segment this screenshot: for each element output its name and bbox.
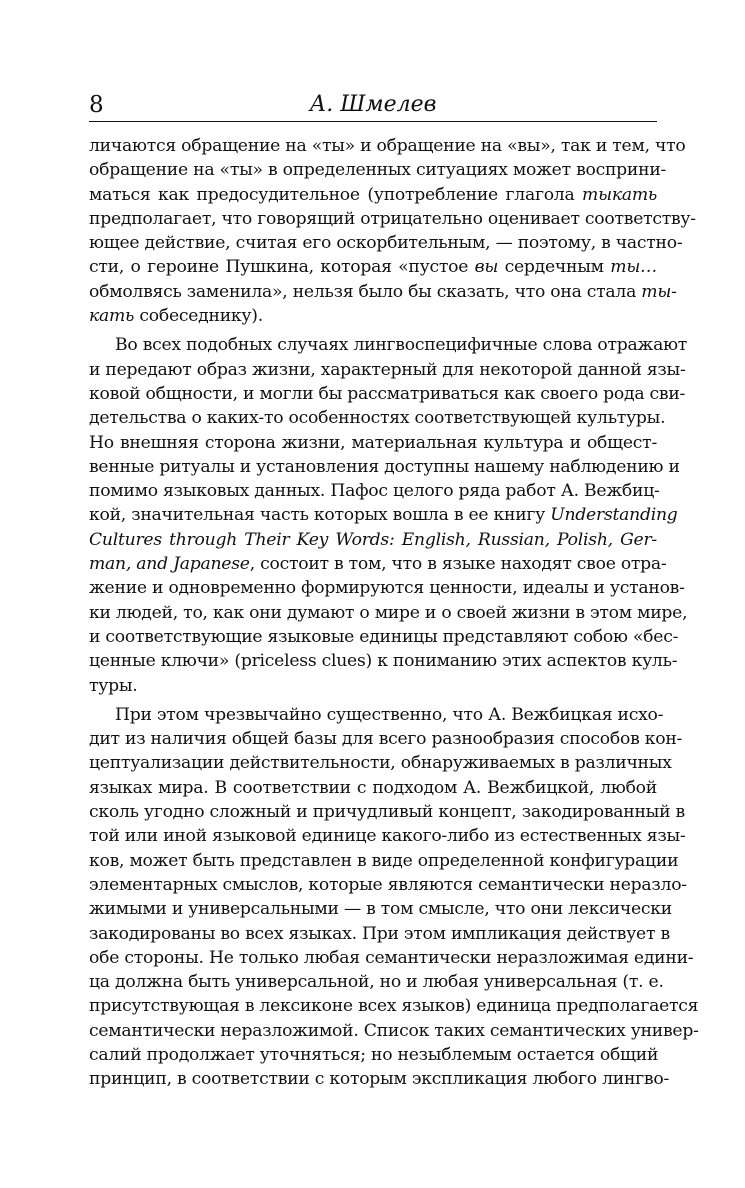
text-line (89, 922, 670, 946)
text-segment: маться как предосудительное (употребление глагола (89, 184, 583, 205)
text-segment: цептуализации действительности, обнаруживаемых в различных (89, 753, 672, 774)
text-segment: семантически неразложимой. Список таких семантических универ- (89, 1020, 699, 1041)
text-line (89, 528, 657, 552)
paragraph-2 (89, 333, 688, 697)
text-line (89, 970, 664, 994)
text-line (89, 382, 686, 406)
italic-text: вы (474, 257, 499, 278)
text-segment: помимо языковых данных. Пафос целого ряда работ А. Вежбиц- (89, 481, 660, 502)
text-line (89, 727, 683, 751)
text-line (89, 800, 685, 824)
text-line (89, 304, 657, 328)
text-line (89, 231, 683, 255)
text-segment: салий продолжает уточняться; но незыблемым остается общий (89, 1044, 659, 1065)
text-line (89, 406, 666, 430)
text-line (89, 207, 696, 231)
text-line (89, 503, 678, 527)
page-number: 8 (89, 92, 104, 118)
text-segment: обе стороны. Не только любая семантически неразложимая едини- (89, 947, 694, 968)
text-line (89, 1019, 699, 1043)
text-segment: детельства о каких-то особенностях соответствующей культуры. (89, 408, 666, 429)
italic-text: тыкать (582, 184, 657, 205)
text-segment: , состоит в том, что в языке находят свое отра- (249, 554, 667, 575)
italic-text: Understanding (550, 505, 678, 526)
text-segment: языках мира. В соответствии с подходом А. Вежбицкой, любой (89, 777, 657, 798)
text-line (89, 873, 687, 897)
paragraph-3 (89, 703, 699, 1092)
text-line (89, 552, 667, 576)
text-line (89, 674, 657, 698)
text-segment: кой, значительная часть которых вошла в ее книгу (89, 505, 551, 526)
text-line (89, 280, 677, 304)
text-line (89, 183, 657, 207)
text-segment: ки людей, то, как они думают о мире и о своей жизни в этом мире, (89, 602, 688, 623)
text-segment: и передают образ жизни, характерный для некоторой данной язы- (89, 359, 686, 380)
text-segment: обращение на «ты» в определенных ситуациях может восприни- (89, 160, 667, 181)
text-line (89, 601, 688, 625)
text-segment: обмолвясь заменила», нельзя было бы сказать, что она стала (89, 281, 642, 302)
text-line (89, 431, 657, 455)
text-line (89, 824, 686, 848)
text-segment: венные ритуалы и установления доступны нашему наблюдению и (89, 456, 680, 477)
text-segment: той или иной языковой единице какого-либо из естественных язы- (89, 826, 686, 847)
text-segment: ца должна быть универсальной, но и любая универсальная (т. е. (89, 972, 664, 993)
running-head: А. Шмелев (309, 92, 437, 117)
text-line (89, 776, 657, 800)
text-segment: сколь угодно сложный и причудливый концепт, закодированный в (89, 802, 685, 823)
text-line (89, 897, 672, 921)
text-line (89, 479, 660, 503)
text-segment: Во всех подобных случаях лингвоспецифичные слова отражают (115, 335, 688, 356)
text-segment: Но внешняя сторона жизни, материальная культура и общест- (89, 432, 657, 453)
text-segment: ющее действие, считая его оскорбительным, — поэтому, в частно- (89, 233, 683, 254)
text-segment: предполагает, что говорящий отрицательно оценивает соответству- (89, 208, 696, 229)
italic-text: man, and Japanese (89, 554, 250, 575)
text-segment: присутствующая в лексиконе всех языков) единица предполагается (89, 996, 699, 1017)
italic-text: кать (89, 306, 135, 327)
text-line (89, 576, 685, 600)
text-segment: сердечным (498, 257, 611, 278)
text-segment: При этом чрезвычайно существенно, что А. Вежбицкая исхо- (115, 704, 664, 725)
text-segment: элементарных смыслов, которые являются семантически неразло- (89, 874, 687, 895)
text-segment: жение и одновременно формируются ценности, идеалы и установ- (89, 578, 685, 599)
text-segment: собеседнику). (134, 306, 263, 327)
text-line (89, 333, 688, 357)
text-segment: ков, может быть представлен в виде определенной конфигурации (89, 850, 679, 871)
text-line (89, 994, 699, 1018)
text-line (89, 703, 664, 727)
text-line (89, 1043, 657, 1067)
text-line (89, 849, 679, 873)
text-segment: сти, о героине Пушкина, которая «пустое (89, 257, 475, 278)
italic-text: ты… (610, 257, 657, 278)
text-segment: дит из наличия общей базы для всего разнообразия способов кон- (89, 729, 683, 750)
text-line (89, 134, 686, 158)
text-line (89, 946, 694, 970)
page-header (89, 89, 657, 122)
body-text (89, 134, 699, 1092)
text-line (89, 358, 686, 382)
text-segment: ковой общности, и могли бы рассматриваться как своего рода сви- (89, 383, 686, 404)
text-line (89, 255, 657, 279)
text-segment: личаются обращение на «ты» и обращение на «вы», так и тем, что (89, 136, 686, 156)
text-line (89, 455, 680, 479)
italic-text: Cultures through Their Key Words: English, Russian, Polish, Ger- (89, 529, 657, 550)
italic-text: ты- (641, 281, 677, 302)
text-line (89, 625, 679, 649)
paragraph-1 (89, 134, 696, 328)
text-segment: туры. (89, 675, 138, 696)
text-line (89, 1067, 670, 1091)
text-segment: принцип, в соответствии с которым экспликация любого лингво- (89, 1069, 670, 1090)
text-segment: закодированы во всех языках. При этом импликация действует в (89, 923, 670, 944)
text-line (89, 649, 678, 673)
text-line (89, 751, 672, 775)
text-segment: ценные ключи» (priceless clues) к пониманию этих аспектов куль- (89, 651, 678, 672)
text-line (89, 158, 667, 182)
text-segment: и соответствующие языковые единицы представляют собою «бес- (89, 626, 679, 647)
text-segment: жимыми и универсальными — в том смысле, что они лексически (89, 899, 672, 920)
